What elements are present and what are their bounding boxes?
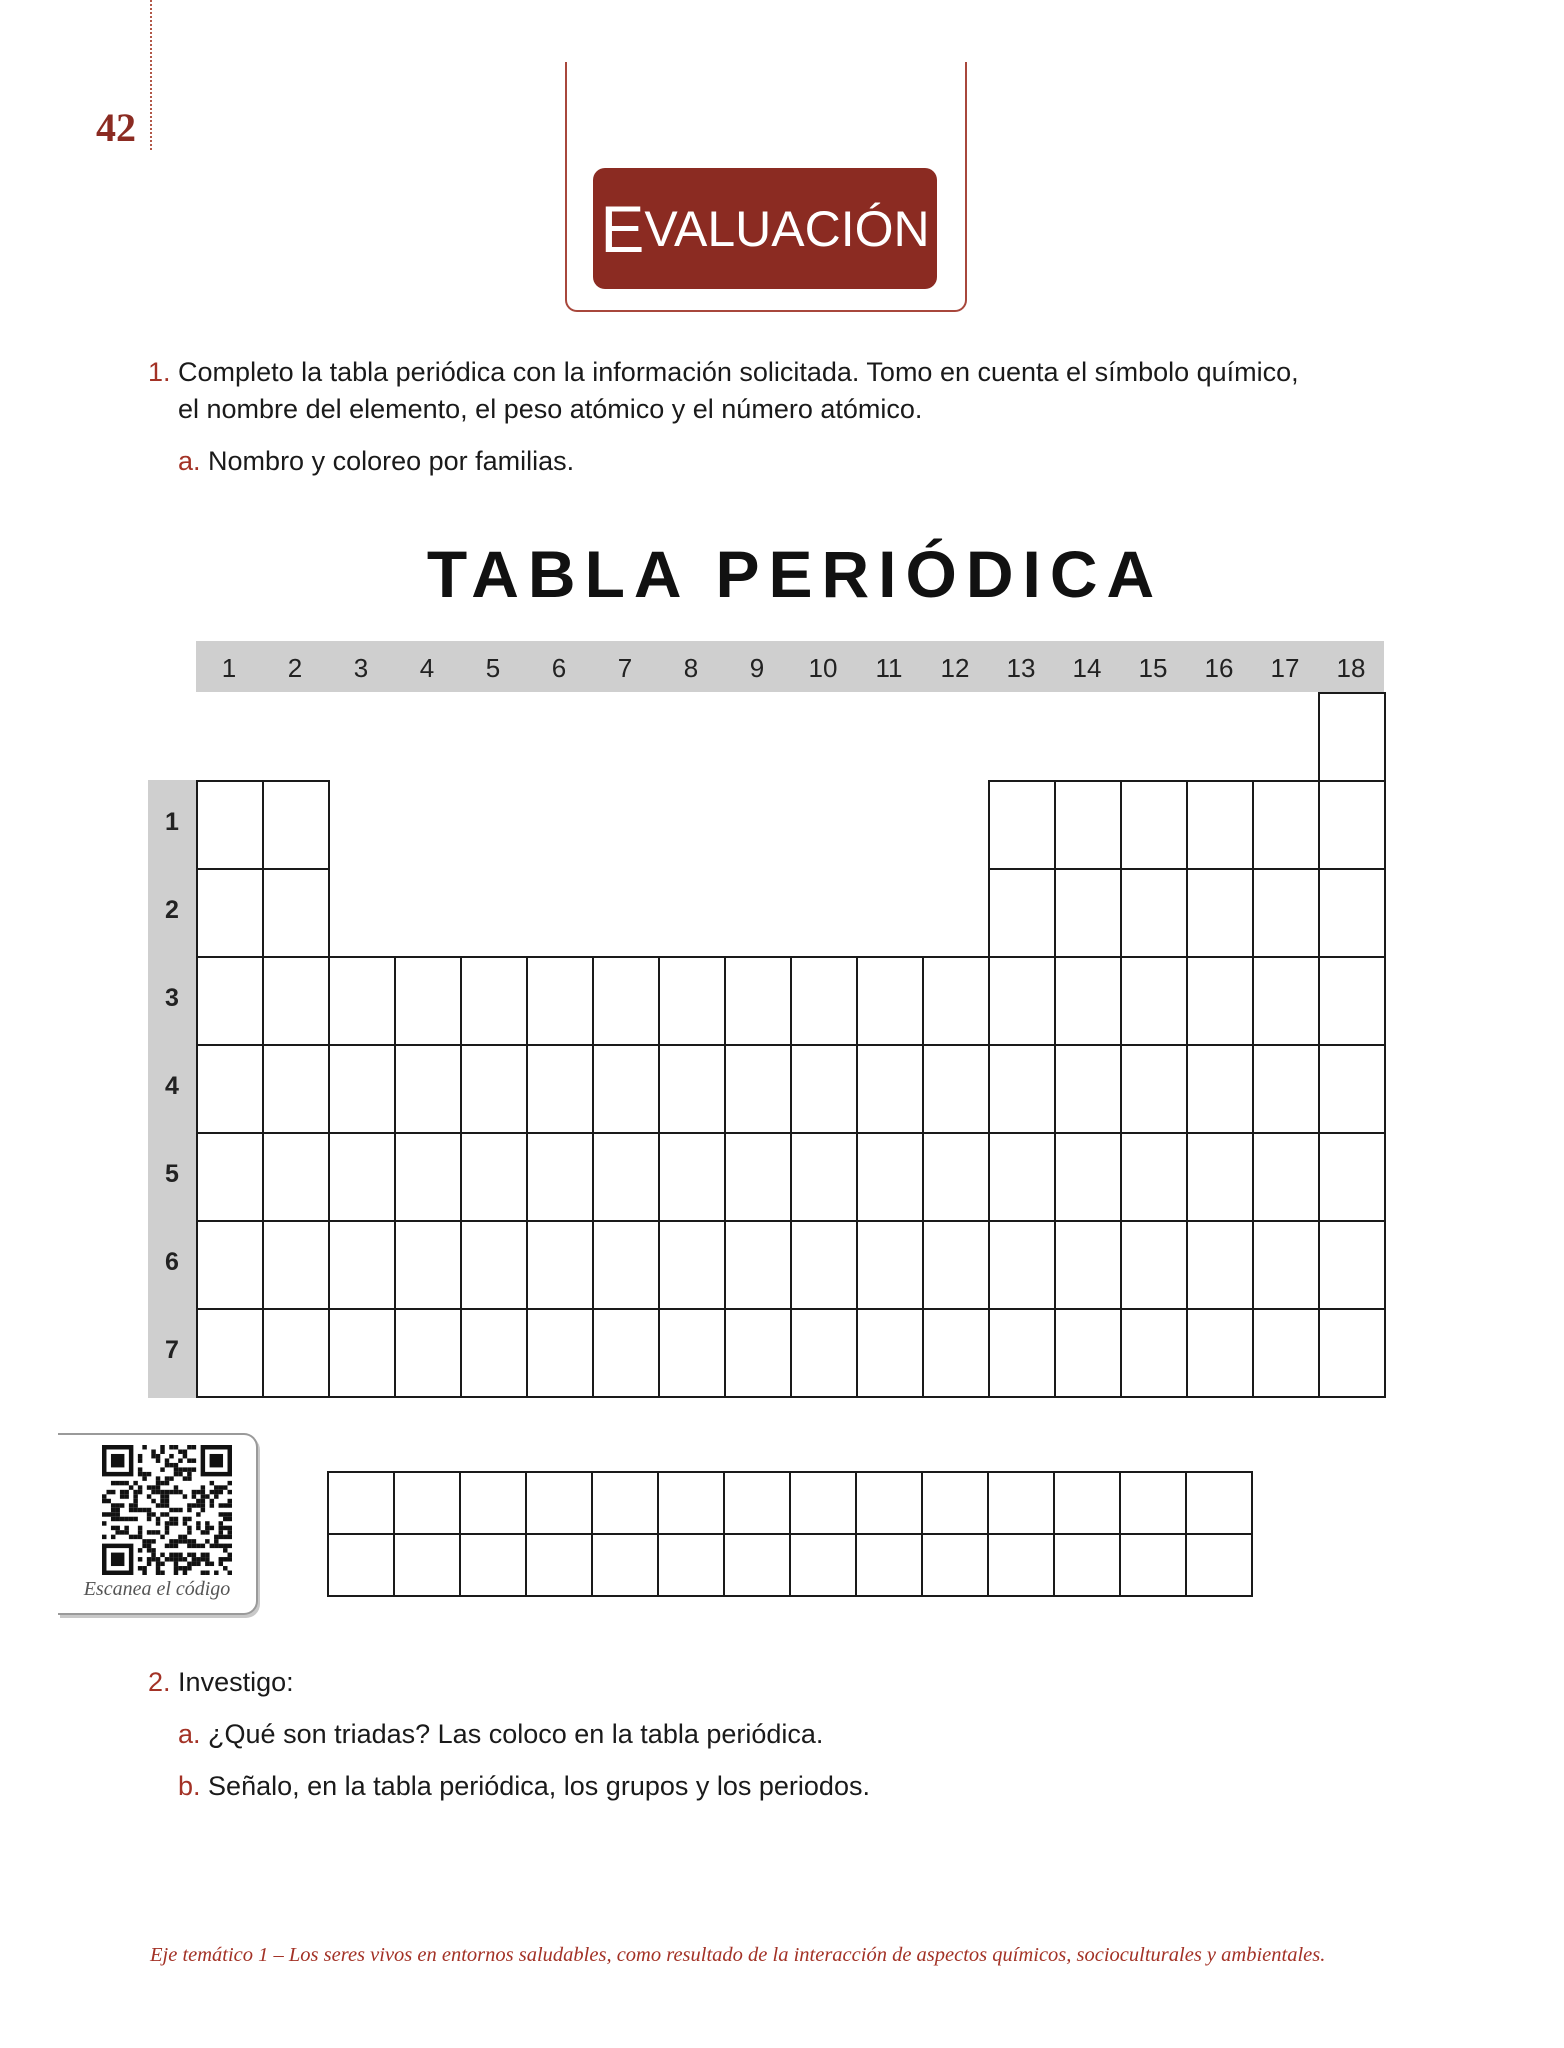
element-cell[interactable] [262, 780, 330, 870]
group-number-1: 1 [221, 653, 237, 683]
f-block-cell[interactable] [987, 1471, 1055, 1535]
question-1-sub-a [178, 443, 574, 480]
question-2-sub-b [178, 1768, 870, 1805]
question-1-number: 1. [148, 357, 171, 387]
f-block-cell[interactable] [789, 1533, 857, 1597]
element-cell[interactable] [196, 868, 264, 958]
period-number-5: 5 [165, 1160, 179, 1188]
f-block-cell[interactable] [1053, 1471, 1121, 1535]
element-cell[interactable] [460, 1220, 528, 1310]
element-cell[interactable] [328, 1132, 396, 1222]
f-block-cell[interactable] [1185, 1471, 1253, 1535]
element-cell[interactable] [1318, 1044, 1386, 1134]
question-1-sub-a-letter: a. [178, 446, 201, 476]
element-cell[interactable] [1318, 956, 1386, 1046]
element-cell[interactable] [262, 1220, 330, 1310]
element-cell[interactable] [922, 1220, 990, 1310]
element-cell[interactable] [1120, 956, 1188, 1046]
element-cell[interactable] [328, 1308, 396, 1398]
f-block-cell[interactable] [525, 1471, 593, 1535]
f-block-cell[interactable] [591, 1533, 659, 1597]
period-number-6: 6 [165, 1248, 179, 1276]
question-2-sub-b-text: Señalo, en la tabla periódica, los grupos y los periodos. [208, 1771, 870, 1801]
element-cell[interactable] [1186, 1308, 1254, 1398]
f-block-cell[interactable] [1119, 1471, 1187, 1535]
element-cell[interactable] [526, 1220, 594, 1310]
f-block-cell[interactable] [1185, 1533, 1253, 1597]
f-block-cell[interactable] [723, 1533, 791, 1597]
element-cell[interactable] [1252, 1044, 1320, 1134]
group-number-16: 16 [1204, 653, 1234, 683]
element-cell[interactable] [262, 1132, 330, 1222]
element-cell[interactable] [394, 1308, 462, 1398]
f-block-cell[interactable] [657, 1471, 725, 1535]
element-cell[interactable] [1120, 1220, 1188, 1310]
qr-caption: Escanea el código [83, 1578, 231, 1600]
element-cell[interactable] [790, 1308, 858, 1398]
element-cell[interactable] [988, 956, 1056, 1046]
element-cell[interactable] [988, 1132, 1056, 1222]
element-cell[interactable] [988, 868, 1056, 958]
element-cell[interactable] [592, 1220, 660, 1310]
element-cell[interactable] [592, 956, 660, 1046]
question-2-sub-a-letter: a. [178, 1719, 201, 1749]
element-cell[interactable] [526, 1132, 594, 1222]
footer-caption: Eje temático 1 – Los seres vivos en entornos saludables, como resultado de la interacción de aspectos químicos, socioculturales y ambientales. [150, 1944, 1326, 1966]
f-block-cell[interactable] [987, 1533, 1055, 1597]
element-cell[interactable] [394, 956, 462, 1046]
f-block-cell[interactable] [459, 1471, 527, 1535]
element-cell[interactable] [1186, 1044, 1254, 1134]
f-block-cell[interactable] [921, 1471, 989, 1535]
element-cell[interactable] [328, 956, 396, 1046]
element-cell[interactable] [856, 956, 924, 1046]
element-cell[interactable] [196, 1220, 264, 1310]
element-cell[interactable] [262, 1044, 330, 1134]
element-cell[interactable] [1252, 868, 1320, 958]
element-cell[interactable] [922, 1132, 990, 1222]
element-cell[interactable] [1252, 1220, 1320, 1310]
element-cell[interactable] [592, 1132, 660, 1222]
element-cell[interactable] [922, 1308, 990, 1398]
f-block-cell[interactable] [855, 1471, 923, 1535]
element-cell[interactable] [196, 1308, 264, 1398]
element-cell[interactable] [526, 1044, 594, 1134]
element-cell[interactable] [1186, 1220, 1254, 1310]
element-cell[interactable] [988, 1220, 1056, 1310]
f-block-cell[interactable] [591, 1471, 659, 1535]
group-number-8: 8 [683, 653, 699, 683]
group-number-10: 10 [808, 653, 838, 683]
element-cell[interactable] [1252, 780, 1320, 870]
element-cell[interactable] [460, 956, 528, 1046]
f-block-cell[interactable] [789, 1471, 857, 1535]
period-number-4: 4 [165, 1072, 179, 1100]
element-cell[interactable] [1054, 1044, 1122, 1134]
element-cell[interactable] [1318, 1308, 1386, 1398]
element-cell[interactable] [196, 956, 264, 1046]
period-number-3: 3 [165, 984, 179, 1012]
group-number-15: 15 [1138, 653, 1168, 683]
element-cell[interactable] [394, 1132, 462, 1222]
group-number-14: 14 [1072, 653, 1102, 683]
question-2-number: 2. [148, 1667, 171, 1697]
element-cell[interactable] [1318, 1132, 1386, 1222]
group-number-4: 4 [419, 653, 435, 683]
element-cell[interactable] [1120, 1044, 1188, 1134]
element-cell[interactable] [1054, 1308, 1122, 1398]
group-number-9: 9 [749, 653, 765, 683]
element-cell[interactable] [790, 956, 858, 1046]
question-1-text-1: Completo la tabla periódica con la información solicitada. Tomo en cuenta el símbolo químico, [178, 357, 1299, 387]
element-cell[interactable] [724, 1220, 792, 1310]
element-cell[interactable] [460, 1308, 528, 1398]
element-cell[interactable] [790, 1044, 858, 1134]
section-title-rest: VALUACIÓN [644, 200, 930, 257]
element-cell[interactable] [1186, 1132, 1254, 1222]
element-cell[interactable] [394, 1044, 462, 1134]
element-cell[interactable] [328, 1220, 396, 1310]
element-cell[interactable] [1120, 1308, 1188, 1398]
element-cell[interactable] [856, 1308, 924, 1398]
period-number-1: 1 [165, 808, 179, 836]
element-cell[interactable] [1054, 1132, 1122, 1222]
period-number-2: 2 [165, 896, 179, 924]
element-cell[interactable] [1054, 1220, 1122, 1310]
element-cell[interactable] [196, 780, 264, 870]
question-2-sub-a-text: ¿Qué son triadas? Las coloco en la tabla periódica. [208, 1719, 824, 1749]
element-cell[interactable] [856, 1132, 924, 1222]
element-cell[interactable] [394, 1220, 462, 1310]
f-block-cell[interactable] [855, 1533, 923, 1597]
f-block-cell[interactable] [1053, 1533, 1121, 1597]
element-cell[interactable] [592, 1308, 660, 1398]
element-cell[interactable] [658, 1220, 726, 1310]
element-cell[interactable] [1318, 780, 1386, 870]
element-cell[interactable] [1186, 868, 1254, 958]
element-cell[interactable] [1120, 780, 1188, 870]
element-cell[interactable] [592, 1044, 660, 1134]
element-cell[interactable] [1054, 868, 1122, 958]
element-cell[interactable] [1252, 956, 1320, 1046]
group-number-2: 2 [287, 653, 303, 683]
qr-code-icon [100, 1445, 234, 1575]
group-number-13: 13 [1006, 653, 1036, 683]
element-cell[interactable] [1318, 868, 1386, 958]
element-cell[interactable] [196, 1044, 264, 1134]
element-cell[interactable] [1318, 1220, 1386, 1310]
element-cell[interactable] [724, 1308, 792, 1398]
f-block-cell[interactable] [459, 1533, 527, 1597]
element-cell[interactable] [658, 956, 726, 1046]
element-cell[interactable] [724, 1132, 792, 1222]
group-number-11: 11 [875, 653, 903, 683]
f-block-cell[interactable] [327, 1471, 395, 1535]
element-cell[interactable] [1252, 1132, 1320, 1222]
element-cell[interactable] [1120, 1132, 1188, 1222]
group-number-3: 3 [353, 653, 369, 683]
question-1-line-1 [148, 354, 1299, 391]
element-cell[interactable] [658, 1044, 726, 1134]
element-cell[interactable] [262, 1308, 330, 1398]
element-cell[interactable] [658, 1132, 726, 1222]
element-cell[interactable] [526, 1308, 594, 1398]
f-block-cell[interactable] [393, 1533, 461, 1597]
element-cell[interactable] [1252, 1308, 1320, 1398]
margin-dotted-line [150, 0, 152, 150]
element-cell[interactable] [988, 780, 1056, 870]
section-title [593, 168, 937, 289]
f-block-cell[interactable] [1119, 1533, 1187, 1597]
element-cell[interactable] [988, 1044, 1056, 1134]
group-number-17: 17 [1270, 653, 1300, 683]
page-number: 42 [96, 105, 136, 150]
element-cell[interactable] [1054, 780, 1122, 870]
element-cell[interactable] [526, 956, 594, 1046]
element-cell[interactable] [724, 1044, 792, 1134]
element-cell[interactable] [328, 1044, 396, 1134]
f-block-cell[interactable] [921, 1533, 989, 1597]
question-2-sub-a [178, 1716, 823, 1753]
element-cell[interactable] [790, 1220, 858, 1310]
group-number-5: 5 [485, 653, 501, 683]
element-cell[interactable] [1054, 956, 1122, 1046]
element-cell[interactable] [460, 1044, 528, 1134]
element-cell[interactable] [790, 1132, 858, 1222]
f-block-cell[interactable] [723, 1471, 791, 1535]
element-cell[interactable] [856, 1044, 924, 1134]
f-block-cell[interactable] [525, 1533, 593, 1597]
group-number-6: 6 [551, 653, 567, 683]
group-number-18: 18 [1336, 653, 1366, 683]
element-cell[interactable] [1120, 868, 1188, 958]
element-cell[interactable] [658, 1308, 726, 1398]
group-number-7: 7 [617, 653, 633, 683]
element-cell[interactable] [196, 1132, 264, 1222]
question-1-text-2: el nombre del elemento, el peso atómico y el número atómico. [178, 394, 923, 424]
element-cell[interactable] [1186, 956, 1254, 1046]
question-1-sub-a-text: Nombro y coloreo por familias. [208, 446, 575, 476]
section-title-first-letter: E [600, 191, 645, 266]
question-2-title-text: Investigo: [178, 1667, 294, 1697]
element-cell[interactable] [1186, 780, 1254, 870]
question-2-title [148, 1664, 294, 1701]
f-block-cell[interactable] [327, 1533, 395, 1597]
periodic-table-title: TABLA PERIÓDICA [426, 537, 1164, 611]
element-cell[interactable] [460, 1132, 528, 1222]
group-number-12: 12 [940, 653, 970, 683]
element-cell[interactable] [724, 956, 792, 1046]
f-block-cell[interactable] [393, 1471, 461, 1535]
element-cell[interactable] [988, 1308, 1056, 1398]
question-2-sub-b-letter: b. [178, 1771, 201, 1801]
element-cell[interactable] [922, 956, 990, 1046]
element-cell[interactable] [262, 868, 330, 958]
element-cell[interactable] [856, 1220, 924, 1310]
period-number-7: 7 [165, 1336, 179, 1364]
element-cell[interactable] [922, 1044, 990, 1134]
element-cell[interactable] [262, 956, 330, 1046]
element-cell[interactable] [1318, 692, 1386, 782]
f-block-cell[interactable] [657, 1533, 725, 1597]
